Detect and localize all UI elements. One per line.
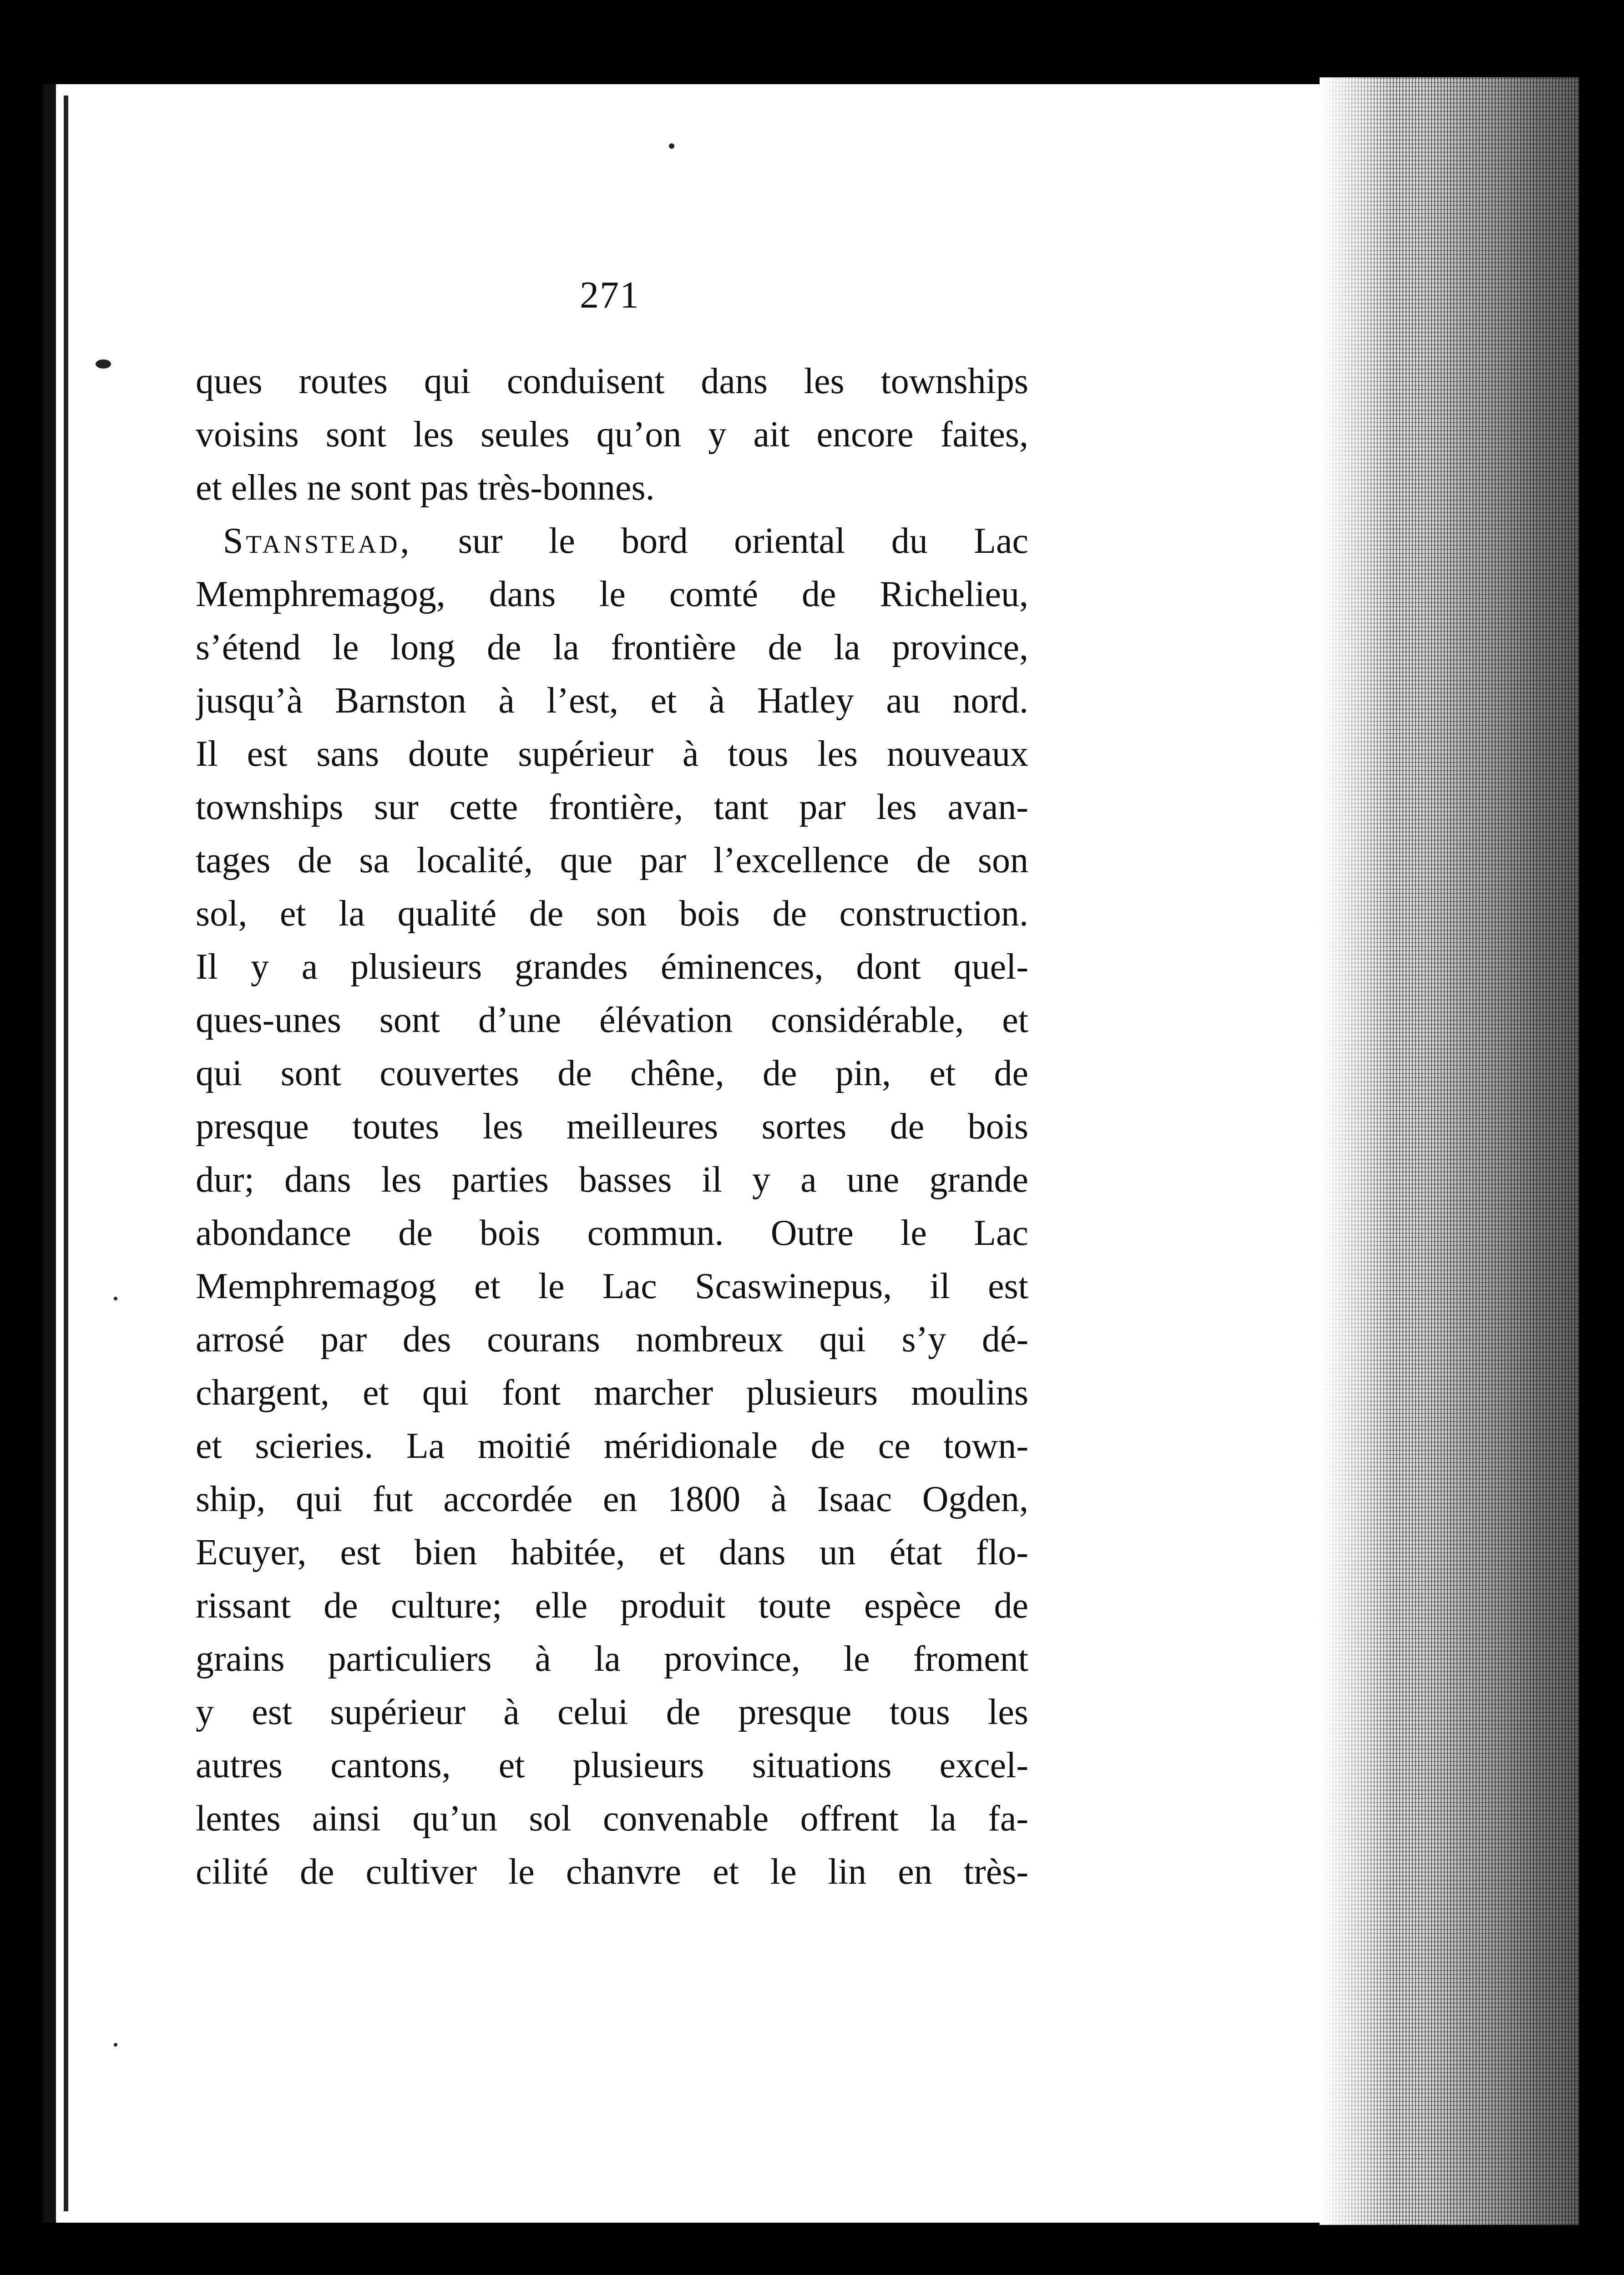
binding-shadow: [64, 96, 68, 2211]
text-line: lentes ainsi qu’un sol convenable offrent la fa-: [196, 1799, 1028, 1839]
lead-line-text: sur le bord oriental du Lac: [412, 521, 1028, 561]
text-line: rissant de culture; elle produit toute espèce de: [196, 1586, 1028, 1626]
text-line: Il est sans doute supérieur à tous les nouveaux: [196, 734, 1028, 774]
binding-edge: [43, 84, 56, 2223]
scan-border-right: [1579, 77, 1624, 2225]
page-number: 271: [580, 274, 640, 316]
paragraph-lead-line: [196, 515, 1028, 568]
text-line: y est supérieur à celui de presque tous les: [196, 1692, 1028, 1732]
page-edge-fade: [1320, 77, 1392, 2225]
text-line: tages de sa localité, que par l’excellence de son: [196, 840, 1028, 880]
text-line: Il y a plusieurs grandes éminences, dont quel-: [196, 947, 1028, 987]
text-line: et elles ne sont pas très-bonnes.: [196, 468, 655, 508]
text-line: arrosé par des courans nombreux qui s’y dé-: [196, 1320, 1028, 1360]
text-line: ship, qui fut accordée en 1800 à Isaac Ogden,: [196, 1479, 1028, 1519]
text-line: Memphremagog et le Lac Scaswinepus, il est: [196, 1266, 1028, 1306]
text-line: townships sur cette frontière, tant par les avan-: [196, 787, 1028, 827]
text-line: chargent, et qui font marcher plusieurs moulins: [196, 1373, 1028, 1413]
township-name: Stanstead,: [223, 521, 412, 561]
text-line: ques routes qui conduisent dans les townships: [196, 361, 1028, 401]
scan-speck: [114, 1297, 117, 1300]
text-line: abondance de bois commun. Outre le Lac: [196, 1213, 1028, 1253]
text-line: presque toutes les meilleures sortes de bois: [196, 1107, 1028, 1147]
scan-speck: [669, 143, 674, 149]
text-line: Memphremagog, dans le comté de Richelieu,: [196, 574, 1028, 614]
text-line: dur; dans les parties basses il y a une grande: [196, 1160, 1028, 1200]
text-line: autres cantons, et plusieurs situations excel-: [196, 1745, 1028, 1785]
text-line: et scieries. La moitié méridionale de ce town-: [196, 1426, 1028, 1466]
text-line: Ecuyer, est bien habitée, et dans un état flo-: [196, 1532, 1028, 1572]
scan-speck: [96, 359, 111, 369]
text-line: cilité de cultiver le chanvre et le lin en très-: [196, 1852, 1028, 1892]
text-line: jusqu’à Barnston à l’est, et à Hatley au nord.: [196, 681, 1028, 721]
text-line: sol, et la qualité de son bois de construction.: [196, 894, 1028, 934]
text-line: grains particuliers à la province, le froment: [196, 1639, 1028, 1679]
text-line: qui sont couvertes de chêne, de pin, et de: [196, 1053, 1028, 1093]
text-line: s’étend le long de la frontière de la province,: [196, 627, 1028, 667]
body-text: [196, 355, 1028, 1899]
text-line: ques-unes sont d’une élévation considérable, et: [196, 1000, 1028, 1040]
text-line: voisins sont les seules qu’on y ait encore faites,: [196, 415, 1028, 455]
scan-speck: [114, 2043, 117, 2047]
